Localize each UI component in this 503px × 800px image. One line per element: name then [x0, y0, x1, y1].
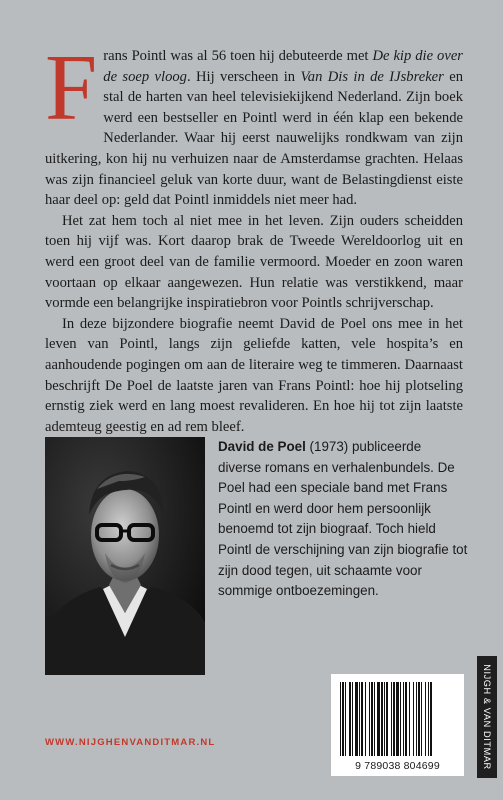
barcode-bar	[386, 682, 388, 756]
isbn-number: 9 789038 804699	[355, 760, 440, 772]
barcode-bar	[355, 682, 358, 756]
barcode-bar	[418, 682, 420, 756]
publisher-logo-text: NIJGH & VAN DITMAR	[482, 664, 492, 770]
barcode-bar	[365, 682, 366, 756]
blurb-paragraph-3: In deze bijzondere biografie neemt David de Poel ons mee in het leven van Pointl, langs zijn geliefde katten, vele hospita’s en aanhoudende pogingen om aan de literaire weg te timmeren. Daarnaast beschrijft De Poel de laatste jaren van Frans Pointl: hoe hij plotseling ernstig ziek werd en lang moest revalideren. En hoe hij tot zijn laatste ademteug geestig en ad rem bleef.	[45, 315, 463, 435]
author-bio-text: (1973) publiceerde diverse romans en verhalenbundels. De Poel had een speciale band met Frans Pointl en werd door hem persoonlijk benoemd tot zijn biograaf. Toch hield Pointl de verschijning van zijn biografie tot zijn dood tegen, uit schaamte voor sommige ontboezemingen.	[218, 439, 468, 599]
barcode-bar	[416, 682, 417, 756]
blurb-paragraph-1	[45, 36, 463, 211]
barcode-bar	[393, 682, 395, 756]
barcode-bar	[371, 682, 373, 756]
back-cover-blurb	[45, 36, 463, 437]
barcode-bar	[425, 682, 426, 756]
barcode-bar	[377, 682, 380, 756]
barcode-bar	[374, 682, 375, 756]
barcode-bar	[430, 682, 432, 756]
publisher-website[interactable]: WWW.NIJGHENVANDITMAR.NL	[45, 737, 216, 748]
barcode-bar	[340, 682, 341, 756]
barcode-bar	[349, 682, 351, 756]
blurb-text: rans Pointl was al 56 toen hij debuteerde met	[103, 48, 373, 64]
barcode-bar	[421, 682, 422, 756]
barcode-bar	[391, 682, 392, 756]
barcode-bar	[381, 682, 383, 756]
barcode-bar	[396, 682, 399, 756]
barcode-bar	[352, 682, 353, 756]
barcode-bar	[361, 682, 363, 756]
drop-cap: F	[45, 36, 98, 140]
barcode-bar	[369, 682, 370, 756]
barcode-bar	[345, 682, 346, 756]
barcode-bar	[359, 682, 360, 756]
barcode-bar	[405, 682, 407, 756]
barcode-bar	[413, 682, 414, 756]
book-title: De kip die over de soep vloog	[103, 48, 463, 85]
isbn-barcode	[331, 674, 464, 776]
publisher-logo	[477, 656, 497, 778]
blurb-text: en stal de harten van heel televisiekijkend Nederland. Zijn boek werd een bestseller en Pointl werd in één klap een bekende Nederlander. Waar hij eerst nauwelijks rondkwam van zijn uitkering, kon hij nu verhuizen naar de Amsterdamse grachten. Helaas was zijn financieel geluk van korte duur, want de Belastingdienst eiste haar deel op: geld dat Pointl inmiddels niet meer had.	[45, 68, 463, 209]
author-name: David de Poel	[218, 439, 306, 454]
blurb-text: . Hij verscheen in	[186, 68, 301, 85]
barcode-bar	[400, 682, 401, 756]
barcode-bar	[409, 682, 410, 756]
barcode-bar	[428, 682, 429, 756]
author-photo	[45, 437, 205, 675]
barcode-bar	[342, 682, 344, 756]
author-bio	[218, 437, 468, 602]
barcode-bar	[384, 682, 385, 756]
barcode-bar	[403, 682, 404, 756]
tv-show-title: Van Dis in de IJsbreker	[300, 68, 444, 85]
blurb-paragraph-2: Het zat hem toch al niet mee in het leven. Zijn ouders scheidden toen hij vijf was. Kort daarop brak de Tweede Wereldoorlog uit en werd een groot deel van de familie vermoord. Moeder en zoon waren voortaan op elkaar aangewezen. Hun relatie was verstikkend, maar vormde een belangrijke inspiratiebron voor Pointls schrijverschap.	[45, 212, 463, 312]
